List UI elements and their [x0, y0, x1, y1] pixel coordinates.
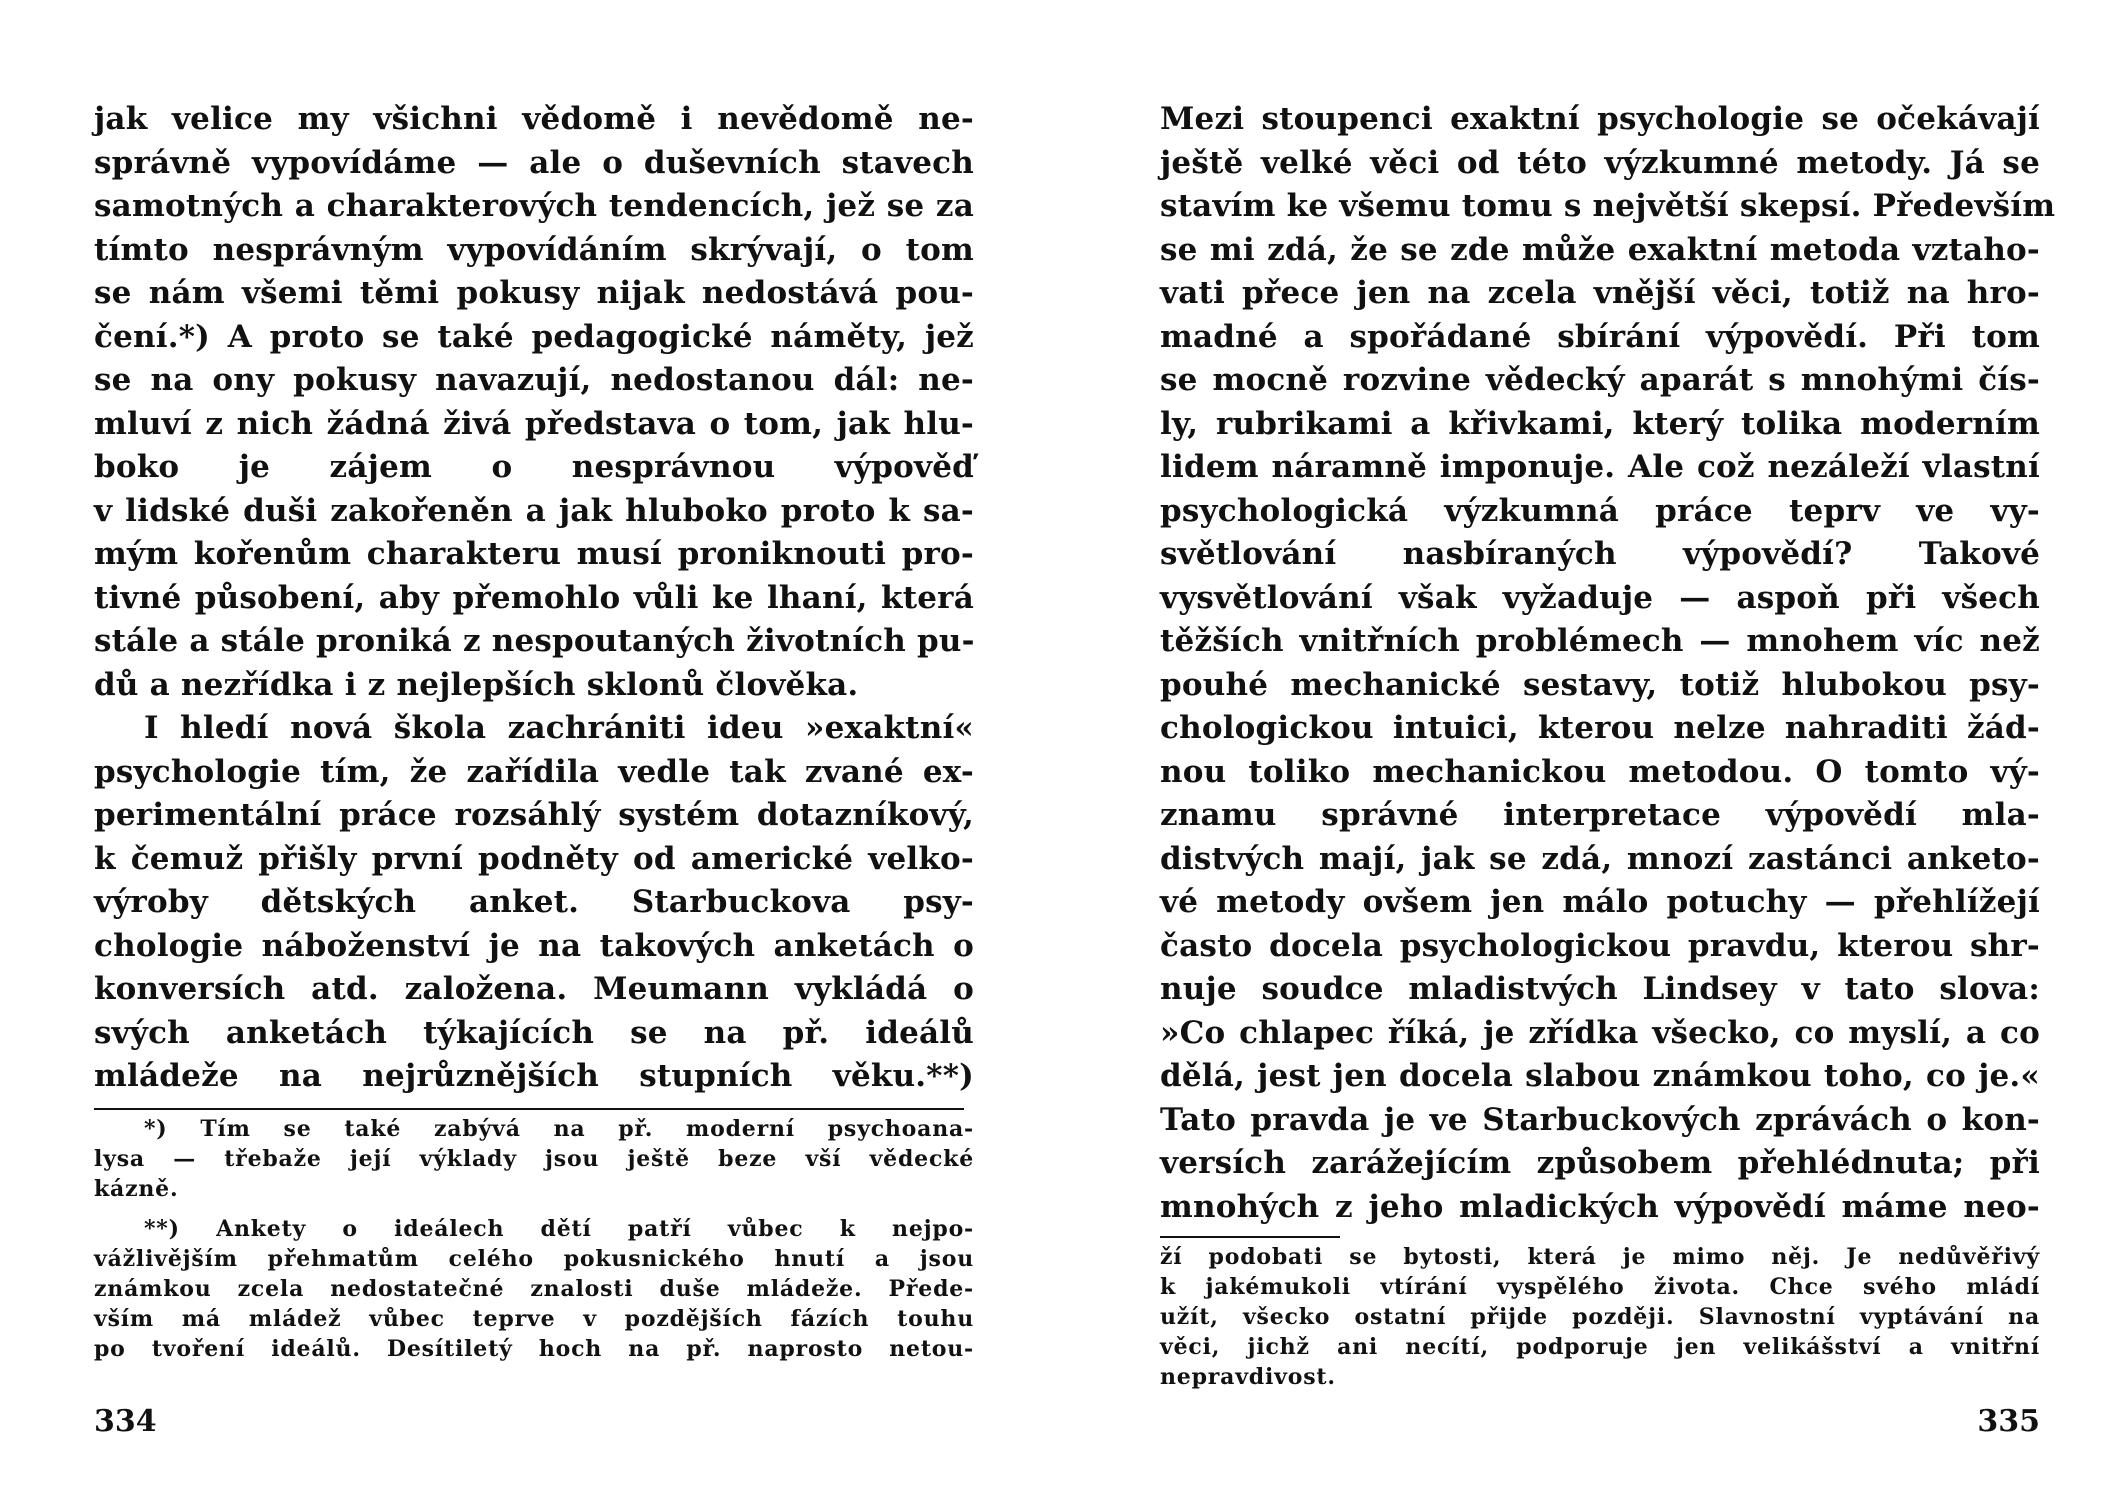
body-line: mládeže na nejrůznějších stupních věku.**)	[94, 1058, 974, 1094]
body-line: mnohých z jeho mladických výpovědí máme neo-	[1160, 1188, 2040, 1225]
body-line: I hledí nová škola zachrániti ideu »exaktní«	[144, 710, 974, 746]
page-number: 334	[94, 1404, 157, 1439]
right-footnotes	[1160, 1242, 2040, 1392]
body-line: znamu správné interpretace výpovědí mla-	[1160, 797, 2040, 833]
body-line: výroby dětských anket. Starbuckova psy-	[94, 884, 974, 920]
footnote-line: ží podobati se bytosti, která je mimo něj. Je nedůvěřivý	[1160, 1244, 2040, 1270]
body-line: světlování nasbíraných výpovědí? Takové	[1160, 536, 2040, 572]
body-line: vé metody ovšem jen málo potuchy — přehlížejí	[1160, 884, 2040, 920]
body-line: se mocně rozvine vědecký aparát s mnohými čís-	[1160, 362, 2040, 398]
body-line: distvých mají, jak se zdá, mnozí zastánci anketo-	[1160, 840, 2040, 877]
footnote-rule	[94, 1108, 964, 1110]
body-line: tivné působení, aby přemohlo vůli ke lhaní, která	[94, 579, 974, 616]
footnote-line: *) Tím se také zabývá na př. moderní psychoana-	[144, 1116, 974, 1142]
footnote-line: **) Ankety o ideálech dětí patří vůbec k nejpo-	[144, 1216, 974, 1242]
body-line: pouhé mechanické sestavy, totiž hlubokou psy-	[1160, 666, 2040, 703]
left-footnotes	[94, 1114, 974, 1364]
body-line: ly, rubrikami a křivkami, který tolika moderním	[1160, 405, 2040, 442]
body-line: konversích atd. založena. Meumann vykládá o	[94, 971, 974, 1007]
footnote-line: kázně.	[94, 1176, 179, 1202]
body-line: čení.*) A proto se také pedagogické náměty, jež	[94, 318, 974, 355]
body-line: chologie náboženství je na takových anketách o	[94, 927, 974, 964]
body-line: se mi zdá, že se zde může exaktní metoda vztaho-	[1160, 231, 2040, 268]
page-number: 335	[1977, 1404, 2040, 1439]
body-line: nuje soudce mladistvých Lindsey v tato slova:	[1160, 971, 2040, 1007]
left-page	[94, 0, 974, 1500]
body-line: lidem náramně imponuje. Ale což nezáleží vlastní	[1160, 449, 2040, 485]
body-line: psychologie tím, že zařídila vedle tak zvané ex-	[94, 753, 974, 790]
body-line: svých anketách týkajících se na př. ideálů	[94, 1014, 974, 1051]
body-line: mluví z nich žádná živá představa o tom, jak hlu-	[94, 405, 974, 442]
body-line: »Co chlapec říká, je zřídka všecko, co myslí, a co	[1160, 1014, 2040, 1051]
body-line: se nám všemi těmi pokusy nijak nedostává pou-	[94, 275, 974, 311]
footnote-line: známkou zcela nedostatečné znalosti duše mládeže. Přede-	[94, 1276, 974, 1302]
body-line: stále a stále proniká z nespoutaných životních pu-	[94, 623, 975, 659]
footnote-line: vším má mládež vůbec teprve v pozdějších fázích touhu	[94, 1306, 974, 1332]
body-line: jak velice my všichni vědomě i nevědomě ne-	[94, 101, 974, 137]
footnote-line: po tvoření ideálů. Desítiletý hoch na př. naprosto netou-	[94, 1336, 974, 1362]
body-line: chologickou intuici, kterou nelze nahraditi žád-	[1160, 710, 2040, 746]
body-line: dů a nezřídka i z nejlepších sklonů člověka.	[94, 666, 859, 703]
body-line: versích zarážejícím způsobem přehlédnuta; při	[1160, 1145, 2040, 1181]
body-line: boko je zájem o nesprávnou výpověď	[94, 449, 974, 485]
body-line: tímto nesprávným vypovídáním skrývají, o tom	[94, 231, 974, 268]
body-line: stavím ke všemu tomu s největší skepsí. Především	[1160, 188, 2056, 224]
body-line: psychologická výzkumná práce teprv ve vy-	[1160, 492, 2040, 529]
body-line: samotných a charakterových tendencích, jež se za	[94, 188, 974, 224]
body-line: ještě velké věci od této výzkumné metody. Já se	[1160, 144, 2040, 181]
body-line: se na ony pokusy navazují, nedostanou dál: ne-	[94, 362, 974, 398]
body-line: Tato pravda je ve Starbuckových zprávách o kon-	[1160, 1101, 2040, 1138]
body-line: těžších vnitřních problémech — mnohem víc než	[1160, 623, 2040, 659]
footnote-line: vážlivějším přehmatům celého pokusnického hnutí a jsou	[94, 1246, 974, 1272]
body-line: dělá, jest jen docela slabou známkou toho, co je.«	[1160, 1058, 2040, 1094]
footnote-line: užít, všecko ostatní přijde později. Slavnostní vyptávání na	[1160, 1304, 2040, 1330]
right-body-text	[1160, 98, 2056, 1229]
body-line: madné a spořádané sbírání výpovědí. Při tom	[1160, 318, 2040, 355]
body-line: perimentální práce rozsáhlý systém dotazníkový,	[94, 797, 974, 833]
footnote-line: nepravdivost.	[1160, 1364, 1336, 1390]
body-line: k čemuž přišly první podněty od americké velko-	[94, 840, 974, 877]
left-body-text	[94, 98, 974, 1099]
body-line: vysvětlování však vyžaduje — aspoň při všech	[1160, 579, 2040, 616]
footnote-line: k jakémukoli vtírání vyspělého života. Chce svého mládí	[1160, 1274, 2040, 1300]
body-line: nou toliko mechanickou metodou. O tomto vý-	[1160, 753, 2040, 790]
right-page	[1160, 0, 2056, 1500]
body-line: Mezi stoupenci exaktní psychologie se očekávají	[1160, 101, 2040, 137]
body-line: často docela psychologickou pravdu, kterou shr-	[1160, 927, 2040, 964]
body-line: vati přece jen na zcela vnější věci, totiž na hro-	[1160, 275, 2040, 311]
footnote-line: lysa — třebaže její výklady jsou ještě beze vší vědecké	[94, 1146, 974, 1172]
footnote-rule	[1160, 1236, 1340, 1238]
footnote-line: věci, jichž ani necítí, podporuje jen velikášství a vnitřní	[1160, 1334, 2040, 1360]
body-line: mým kořenům charakteru musí proniknouti pro-	[94, 536, 974, 572]
body-line: v lidské duši zakořeněn a jak hluboko proto k sa-	[94, 492, 974, 529]
body-line: správně vypovídáme — ale o duševních stavech	[94, 144, 974, 181]
